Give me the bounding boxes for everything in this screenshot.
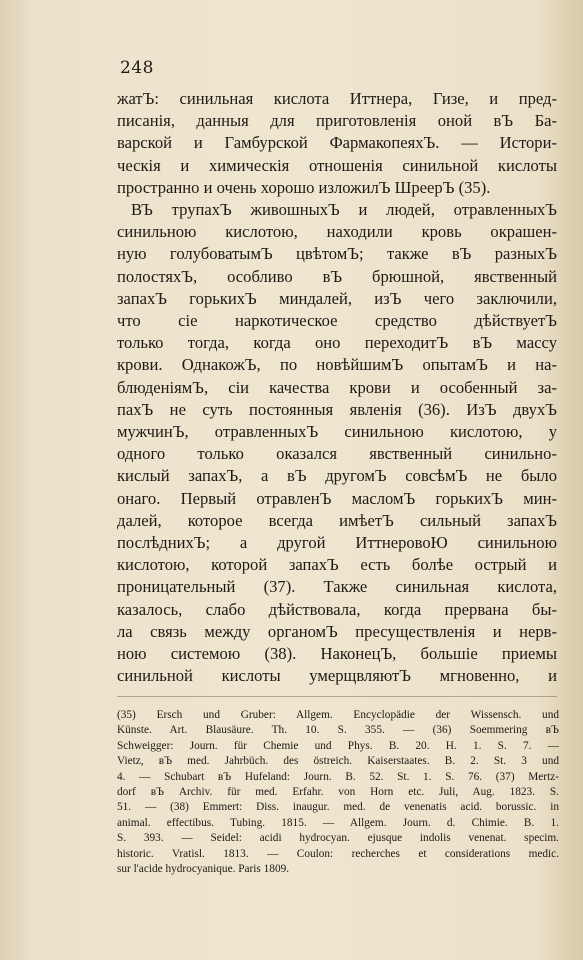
text-line: блюденіямЪ, сіи качества крови и особенный за- bbox=[117, 377, 557, 397]
text-line: ческія и химическія отношенія синильной кислоты bbox=[117, 155, 557, 175]
text-line: крови. ОднакожЪ, по новѣйшимЪ опытамЪ и на- bbox=[117, 355, 557, 375]
page-number: 248 bbox=[120, 58, 154, 78]
text-line: онаго. Первый отравленЪ масломЪ горькихЪ мин- bbox=[117, 488, 557, 508]
footnote-divider bbox=[117, 696, 557, 697]
text-line: мужчинЪ, отравленныхЪ синильною кислотою, у bbox=[117, 422, 557, 442]
text-line: кислый запахЪ, а вЪ другомЪ совсѣмЪ не было bbox=[117, 466, 557, 486]
footnote-line: sur l'acide hydrocyanique. Paris 1809. bbox=[117, 863, 290, 876]
text-line: кислотою, которой запахЪ есть болѣе острый и bbox=[117, 555, 557, 575]
footnote-line: Künste. Art. Blausäure. Th. 10. S. 355. — (36) Soemmering вЪ bbox=[117, 724, 559, 737]
text-line: казалось, слабо дѣйствовала, когда прервана бы- bbox=[117, 599, 557, 619]
text-line: послѣднихЪ; а другой ИттнеровоЮ синильною bbox=[117, 533, 557, 553]
text-line: синильною кислотою, находили кровь окрашен- bbox=[117, 222, 557, 242]
text-line: ною системою (38). НаконецЪ, большіе приемы bbox=[117, 644, 557, 664]
text-line: проницательный (37). Также синильная кислота, bbox=[117, 577, 557, 597]
text-line: варской и Гамбурской ФармакопеяхЪ. — Истори- bbox=[117, 133, 557, 153]
text-line: полостяхЪ, особливо вЪ брюшной, явственный bbox=[117, 266, 557, 286]
text-line: ВЪ трупахЪ живошныхЪ и людей, отравленныхЪ bbox=[131, 200, 557, 220]
footnote-line: (35) Ersch und Gruber: Allgem. Encyclopädie der Wissensch. und bbox=[117, 709, 559, 721]
footnotes bbox=[117, 708, 559, 877]
text-line: пахЪ не суть постоянныя явленія (36). ИзЪ двухЪ bbox=[117, 399, 557, 419]
text-line: ла связь между органомЪ пресуществленія и нерв- bbox=[117, 621, 557, 641]
footnote-line: Vietz, вЪ med. Jahrbüch. des östreich. Kaiserstaates. B. 2. St. 3 und bbox=[117, 755, 559, 768]
footnote-line: dorf вЪ Archiv. für med. Erfahr. von Horn etc. Juli, Aug. 1823. S. bbox=[117, 786, 559, 799]
text-line: жатЪ: синильная кислота Иттнера, Гизе, и пред- bbox=[117, 89, 557, 108]
text-line: одного только оказался явственный синильно- bbox=[117, 444, 557, 464]
footnote-line: S. 393. — Seidel: acidi hydrocyan. ejusque indolis venenat. specim. bbox=[117, 832, 559, 845]
main-text bbox=[117, 88, 557, 687]
footnote-line: historic. Vratisl. 1813. — Coulon: recherches et considerations medic. bbox=[117, 847, 559, 860]
text-line: ную голубоватымЪ цвѣтомЪ; также вЪ разныхЪ bbox=[117, 244, 557, 264]
text-line: только тогда, когда оно переходитЪ вЪ массу bbox=[117, 333, 557, 353]
footnote-line: 51. — (38) Emmert: Diss. inaugur. med. de venenatis acid. borussic. in bbox=[117, 801, 559, 814]
footnote-line: Schweigger: Journ. für Chemie und Phys. B. 20. H. 1. S. 7. — bbox=[117, 739, 559, 752]
text-line: синильной кислоты умерщвляютЪ мгновенно, и bbox=[117, 666, 557, 686]
text-line: что сіе наркотическое средство дѣйствуетЪ bbox=[117, 311, 557, 331]
text-line: запахЪ горькихЪ миндалей, изЪ чего заключили, bbox=[117, 288, 557, 308]
text-line: писанія, данныя для приготовленія оной вЪ Ба- bbox=[117, 111, 557, 131]
text-line: далей, которое всегда имѣетЪ сильный запахЪ bbox=[117, 510, 557, 530]
footnote-line: 4. — Schubart вЪ Hufeland: Journ. B. 52. St. 1. S. 76. (37) Mertz- bbox=[117, 770, 559, 783]
text-line: пространно и очень хорошо изложилЪ ШреерЪ (35). bbox=[117, 177, 491, 197]
footnote-line: animal. effectibus. Tubing. 1815. — Allgem. Journ. d. Chimie. B. 1. bbox=[117, 816, 559, 829]
